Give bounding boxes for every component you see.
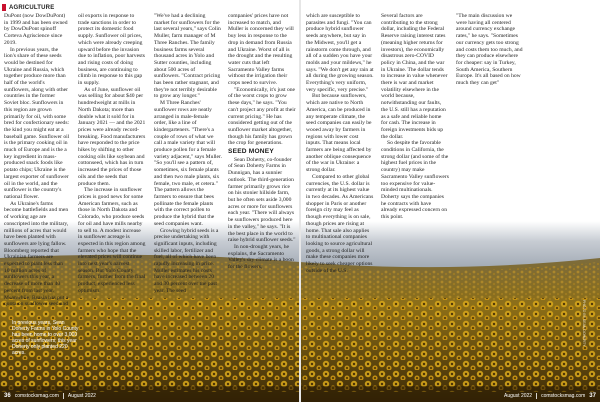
article-column-3: [154, 13, 222, 294]
paragraph: Sean Doherty, co-founder of Sean Doherty Farms in Dunnigan, has a sunnier outlook. The third-generation farmer primarily grows rice on his stonier hillside farm, but he often sets aside 3,000 acres or more for sunflowers each year. "There will always be sunflowers produced here in the valley," he says. "It is the best place in the world to raise hybrid sunflower seeds.": [228, 156, 296, 244]
paragraph: Growing hybrid seeds is a precise undertaking with significant inputs, including skilled labor, fertilizer and fuel, all of which have been rapidly increasing in price. Muller estimates his costs have increased between 20 and 30 percent over the past year. The seed: [154, 227, 219, 294]
article-column-6: [381, 13, 449, 241]
article-column-1: [4, 13, 70, 308]
footer-issue: August 2022: [67, 393, 96, 399]
footer-right: [504, 393, 596, 399]
article-column-2: [78, 13, 146, 294]
paragraph: "We've had a declining market for sunflowers for the last several years," says Colin Muller, farm manager of M Three Ranches. The family business farms several thousand acres in Yolo and Sutter counties, including about 500 acres of sunflowers. "Contract pricing has been rather stagnant, and they're not terribly desirable to grow any longer.": [154, 13, 221, 100]
page-number: 36: [4, 393, 11, 399]
paragraph: So despite the favorable conditions in California, the strong dollar (and some of the highest fuel prices in the country) may make Sacramento Valley sunflowers too expensive for value-minded multinationals. Doherty says the companies he contracts with have already expressed concern on this point.: [381, 140, 449, 221]
footer-divider: [536, 393, 537, 399]
article-column-4: [228, 13, 296, 271]
footer-divider: [63, 393, 64, 399]
photo-caption: In previous years, Sean Doherty Farms in Yolo County has been home to over 3,000 acres of sunflowers; this year Doherty only planted 220 acres.: [12, 320, 79, 356]
paragraph: which are susceptible to parasites and fungi. "You can produce hybrid sunflower seeds anywhere, but say in the Midwest, you'll get a rainstorm come through, and all of a sudden you have your molds and your mildews," he says. "We don't get any rain at all during the growing season. Everything's very uniform, very specific, very precise.": [306, 13, 374, 93]
footer-site: comstocksmag.com: [541, 393, 586, 399]
page-number: 37: [589, 393, 596, 399]
paragraph: "Economically, it's just one of the worst crops to grow these days," he says. "You can't project any profit at their current pricing." He has considered getting out of the sunflower market altogether, though his family has grown the crop for generations.: [228, 86, 296, 147]
paragraph: As of June, sunflower oil was selling for about $40 per hundredweight at mills in North Dakota; more than double what it sold for in January 2021 — and the 2021 prices were already record-breaking. Food manufacturers have responded to the price hikes by shifting to other cooking oils like soybean and cottonseed, which has in turn increased the prices of those oils and the seeds that produce them.: [78, 86, 146, 187]
page-gutter: [299, 0, 301, 402]
article-column-5: [306, 13, 374, 274]
paragraph: Compared to other global currencies, the U.S. dollar is currently at its highest value in two decades. As Americans shopper in Paris or another foreign city may feel as though everything is on sale, though prices are rising at home. That sale also applies to multinational companies looking to source agricultural goods, a strong dollar will make these companies more likely to seek cheaper options outside of the U.S.: [306, 173, 374, 274]
paragraph: In previous years, the lion's share of these seeds would be destined for Ukraine and Russia, which together produce more than half of the world's sunflowers, along with other countries in the former Soviet bloc. Sunflowers in this region are grown primarily for oil, with some bred for confectionary seeds: the kind you might eat at a baseball game. Sunflower oil is the primary cooking oil in much of Europe and is the a key ingredient in mass-produced snack foods like potato chips; Ukraine is the largest exporter of sunflower oil in the world, and the sunflower is the country's national flower.: [4, 46, 70, 200]
section-accent: [2, 4, 6, 11]
footer-issue: August 2022: [504, 393, 533, 399]
paragraph: The increase in sunflower prices is good news for some American farmers, such as those in North Dakota and Colorado, who produce seeds for oil and have mills nearby to sell to. A modest increase in sunflower acreage is expected in this region among farmers who hope that the elevated prices will continue into next year's harvest season. But Yolo County farmers, further from the final product, experienced less optimism.: [78, 187, 146, 294]
paragraph: M Three Ranches' sunflower rows are neatly arranged in male-female order, like a line of kindergarteners. "There's a couple of rows of what we call a male variety that will produce pollen for a female variety adjacent," says Muller. "So you'll see a pattern of, sometimes, six female plants and then two male plants, six female, two male, et cetera." The pattern allows the farmers to ensure that bees pollinate the female plants with the correct pollen to produce the hybrid that the seed companies want.: [154, 100, 222, 227]
paragraph: Several factors are contributing to the strong dollar, including the Federal Reserve raising interest rates (meaning higher returns for investors), the economically disastrous zero-COVID policy in China, and the war in Ukraine. The dollar tends to increase in value whenever there is war and market volatility elsewhere in the world because, notwithstanding our faults, the U.S. still has a reputation as a safe and reliable home for cash. The increase in foreign investments bids up the dollar.: [381, 13, 448, 140]
paragraph: "The main discussion we were having all centered around currency exchange rates," he says. "Sometimes our currency gets too strong and costs them too much, and they can produce elsewhere for cheaper: say in Turkey, South America, Southern Europe. It's all based on how much they can get": [456, 13, 523, 87]
article-column-7: [456, 13, 524, 241]
paragraph: As Ukraine's farms become battlefields and men of working age are conscripted into the military, millions of acres that would have been planted with sunflowers are lying fallow. Bloomberg reported that Ukrainian farmers are expected to plant less than 10 million acres of sunflowers this year, a decrease of more than 40 percent from last year. Meanwhile, Russia has put a quota on sunflower seed and: [4, 200, 69, 308]
paragraph: But because sunflowers, which are native to North America, can be produced in any temperate climate, the seed companies can easily be wooed away by farmers in regions with lower cost inputs. That means local farmers are being affected by another oblique consequence of the war in Ukraine: a strong dollar.: [306, 93, 372, 174]
paragraph: In non-drought years, he explains, the Sacramento Valley's dry climate is a boon for the flowers,: [228, 243, 294, 271]
paragraph: oil exports in response to trade sanctions in order to protect its domestic food supply. Sunflower oil prices, which were already creeping upward before the invasion due to inflation, poor harvests and rising costs of doing business, are continuing to climb in response to this gap in supply.: [78, 13, 145, 87]
paragraph: companies' prices have not increased to match, and Muller is concerned they will buy less in response to the drop in demand from Russia and Ukraine. Worst of all is the drought and the resulting water cuts that left Sacramento Valley farms without the irrigation their crops need to survive.: [228, 13, 294, 87]
section-tag: [2, 4, 54, 11]
subheading: SEED MONEY: [228, 148, 274, 156]
photo-credit: PHOTO BY SEAN DOHERTY: [582, 300, 586, 347]
footer-left: [4, 393, 96, 399]
section-label: AGRICULTURE: [9, 4, 55, 11]
footer-site: comstocksmag.com: [14, 393, 59, 399]
paragraph: DuPont (now DowDuPont) in 1999 and has been owned by DowDuPont spinoff Corteva Agriscience since 2019.: [4, 13, 68, 46]
